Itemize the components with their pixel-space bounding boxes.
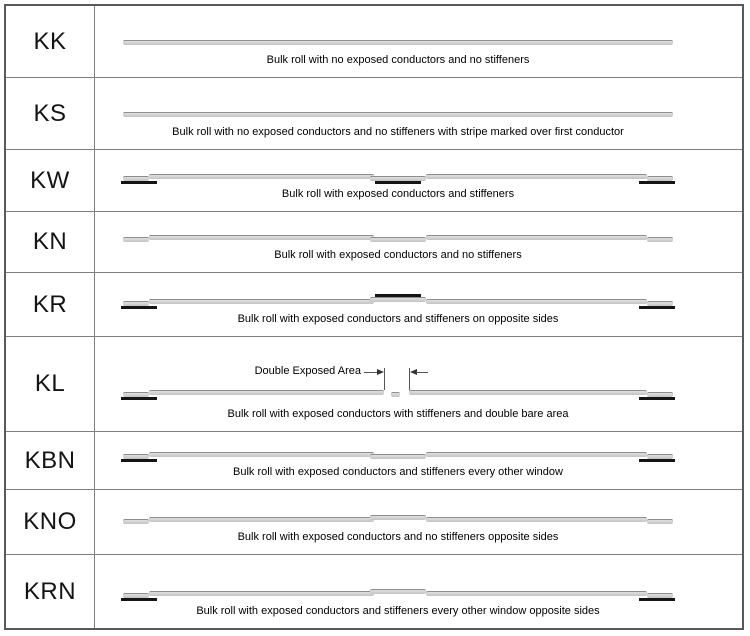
- row-code: KRN: [6, 555, 95, 628]
- dimension-arrow-left: [364, 372, 377, 373]
- stiffener-right: [639, 306, 675, 309]
- table-row-kno: [6, 490, 742, 555]
- exposed-window-left: [123, 237, 149, 242]
- cable-bar: [149, 390, 384, 395]
- table-row-ks: [6, 78, 742, 150]
- cable-diagram-windows-opposite-stiffeners: [123, 291, 673, 309]
- table-row-kbn: [6, 432, 742, 490]
- exposed-window-right: [647, 519, 673, 524]
- cable-bar: [426, 174, 647, 179]
- table-row-krn: [6, 555, 742, 628]
- stiffener-right: [639, 598, 675, 601]
- table-row-kn: [6, 212, 742, 273]
- cable-bar: [426, 517, 647, 522]
- cable-bar: [123, 40, 673, 45]
- exposed-window-middle-top: [370, 515, 426, 520]
- table-row-kk: [6, 6, 742, 78]
- row-code: KS: [6, 78, 95, 149]
- row-description: Bulk roll with exposed conductors and stiffeners: [281, 188, 515, 200]
- stiffener-right: [639, 397, 675, 400]
- table-row-kr: [6, 273, 742, 337]
- cable-diagram-stiffeners-every-other-window-opposite: [123, 583, 673, 601]
- cable-bar: [149, 299, 374, 304]
- row-code: KK: [6, 6, 95, 77]
- exposed-window-middle: [370, 454, 426, 459]
- cable-bar: [426, 452, 647, 457]
- cable-bar: [426, 591, 647, 596]
- row-description: Bulk roll with exposed conductors and no stiffeners opposite sides: [237, 531, 559, 543]
- row-description: Bulk roll with exposed conductors and stiffeners on opposite sides: [237, 313, 559, 325]
- stiffener-left: [121, 181, 157, 184]
- row-code: KN: [6, 212, 95, 272]
- cable-bar: [426, 235, 647, 240]
- row-description: Bulk roll with exposed conductors and stiffeners every other window: [233, 466, 563, 478]
- cable-diagram-double-bare-area: [123, 360, 673, 404]
- table-row-kl: [6, 337, 742, 432]
- cable-diagram-plain-stripe: [123, 104, 673, 122]
- row-code: KW: [6, 150, 95, 211]
- bare-conductor-segment: [391, 392, 400, 397]
- row-code: KBN: [6, 432, 95, 489]
- row-description: Bulk roll with exposed conductors and stiffeners every other window opposite sides: [196, 605, 600, 617]
- cable-bar: [409, 390, 647, 395]
- stiffener-middle: [375, 181, 421, 184]
- stiffener-left: [121, 397, 157, 400]
- exposed-window-middle-top: [370, 297, 426, 302]
- cable-bar: [123, 112, 673, 117]
- stiffener-left: [121, 459, 157, 462]
- exposed-window-middle: [370, 237, 426, 242]
- cable-diagram-windows: [123, 227, 673, 245]
- dimension-extension-line-left: [384, 368, 385, 390]
- annotation-label: Double Exposed Area: [254, 365, 361, 377]
- stiffener-right: [639, 181, 675, 184]
- cable-bar: [426, 299, 647, 304]
- row-description: Bulk roll with no exposed conductors and no stiffeners with stripe marked over first conductor: [172, 126, 624, 138]
- bulk-roll-type-table: [4, 4, 744, 630]
- row-code: KR: [6, 273, 95, 336]
- stiffener-middle-top: [375, 294, 421, 297]
- row-code: KL: [6, 337, 95, 431]
- exposed-window-left: [123, 519, 149, 524]
- stiffener-left: [121, 598, 157, 601]
- cable-bar: [149, 174, 374, 179]
- cable-bar: [149, 235, 374, 240]
- cable-bar: [149, 517, 374, 522]
- cable-diagram-windows-opposite-sides: [123, 509, 673, 527]
- exposed-window-right: [647, 237, 673, 242]
- stiffener-right: [639, 459, 675, 462]
- row-description: Bulk roll with no exposed conductors and no stiffeners: [266, 54, 530, 66]
- cable-diagram-stiffeners-every-other-window: [123, 444, 673, 462]
- table-row-kw: [6, 150, 742, 212]
- row-description: Bulk roll with exposed conductors and no stiffeners: [274, 249, 522, 261]
- row-code: KNO: [6, 490, 95, 554]
- cable-bar: [149, 591, 374, 596]
- cable-diagram-windows-stiffeners: [123, 166, 673, 184]
- cable-bar: [149, 452, 374, 457]
- cable-diagram-plain: [123, 32, 673, 50]
- dimension-arrowhead-right-icon: [377, 369, 384, 375]
- row-description: Bulk roll with exposed conductors with stiffeners and double bare area: [227, 408, 569, 420]
- dimension-arrow-right: [416, 372, 428, 373]
- stiffener-left: [121, 306, 157, 309]
- exposed-window-middle-top: [370, 589, 426, 594]
